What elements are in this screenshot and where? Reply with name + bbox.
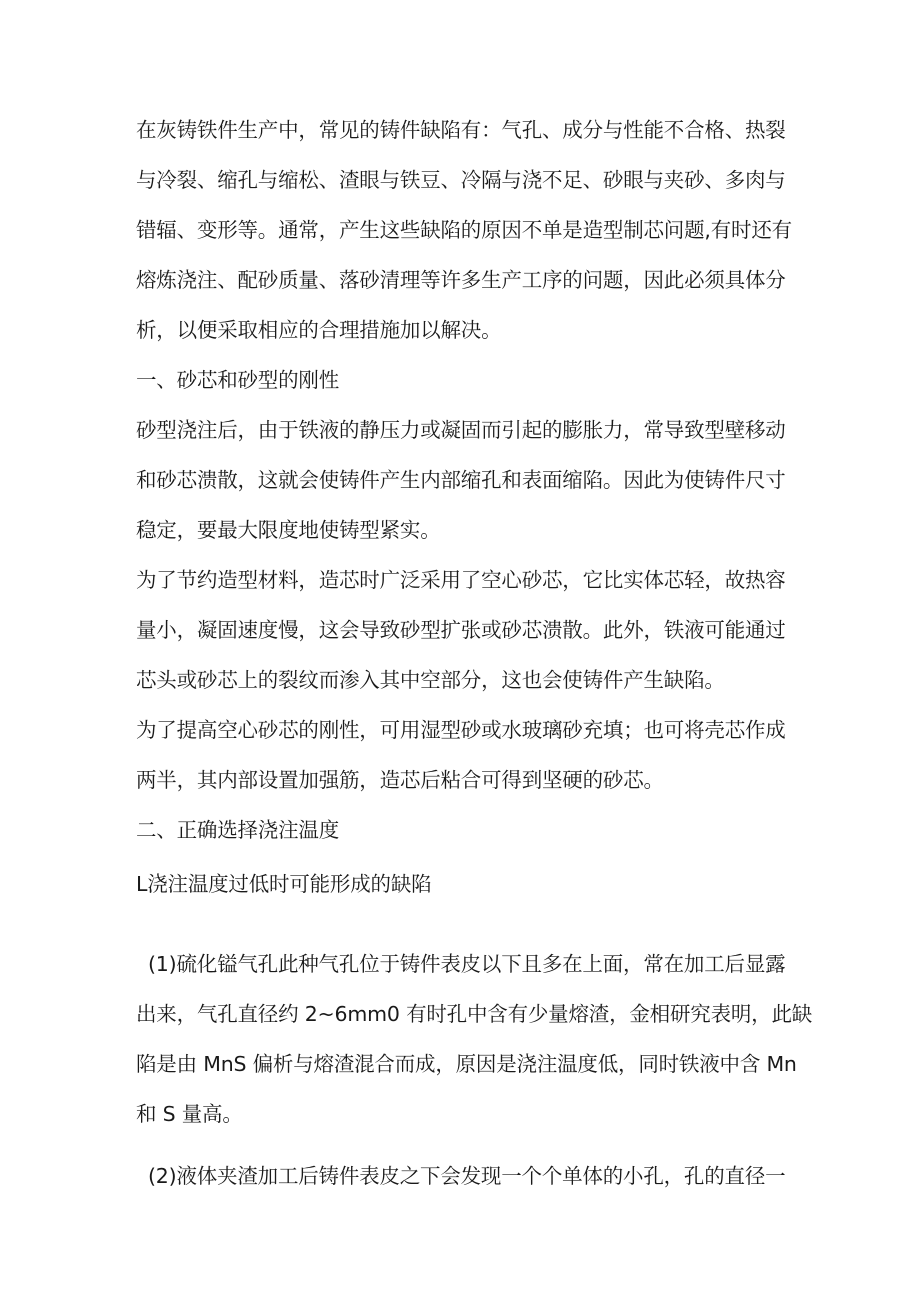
text-line: 为了提高空心砂芯的刚性，可用湿型砂或水玻璃砂充填；也可将壳芯作成: [136, 718, 786, 742]
text-line: 错辐、变形等。通常，产生这些缺陷的原因不单是造型制芯问题,有时还有: [136, 218, 792, 242]
text-line: 在灰铸铁件生产中，常见的铸件缺陷有：气孔、成分与性能不合格、热裂: [136, 118, 786, 142]
text-line: 陷是由 MnS 偏析与熔渣混合而成，原因是浇注温度低，同时铁液中含 Mn: [136, 1052, 797, 1076]
paragraph-intro: [136, 105, 792, 355]
paragraph-rigidity: [136, 405, 786, 555]
paragraph-core-reinforcement: [136, 705, 786, 805]
text-line: 和砂芯溃散，这就会使铸件产生内部缩孔和表面缩陷。因此为使铸件尺寸: [136, 468, 786, 492]
text-line: 与冷裂、缩孔与缩松、渣眼与铁豆、冷隔与浇不足、砂眼与夹砂、多肉与: [136, 168, 786, 192]
text-line: 稳定，要最大限度地使铸型紧实。: [136, 518, 441, 542]
text-line: 和 S 量高。: [136, 1102, 243, 1126]
paragraph-mns-porosity: [136, 939, 813, 1139]
text-line: 量小，凝固速度慢，这会导致砂型扩张或砂芯溃散。此外，铁液可能通过: [136, 618, 786, 642]
text-line: 芯头或砂芯上的裂纹而渗入其中空部分，这也会使铸件产生缺陷。: [136, 668, 725, 692]
text-line: 为了节约造型材料，造芯时广泛采用了空心砂芯，它比实体芯轻，故热容: [136, 568, 786, 592]
text-line: (1)硫化镒气孔此种气孔位于铸件表皮以下且多在上面，常在加工后显露: [148, 952, 786, 976]
text-line: 析，以便采取相应的合理措施加以解决。: [136, 318, 502, 342]
text-line: 熔炼浇注、配砂质量、落砂清理等许多生产工序的问题，因此必须具体分: [136, 268, 786, 292]
subheading-text: L浇注温度过低时可能形成的缺陷: [136, 872, 432, 896]
text-line: (2)液体夹渣加工后铸件表皮之下会发现一个个单体的小孔，孔的直径一: [148, 1164, 786, 1188]
document-body: [136, 105, 813, 1201]
paragraph-hollow-core: [136, 555, 786, 705]
section-heading-1: [136, 355, 786, 405]
paragraph-liquid-slag: [136, 1151, 786, 1201]
heading-text: 二、正确选择浇注温度: [136, 818, 339, 842]
text-line: 两半，其内部设置加强筋，造芯后粘合可得到坚硬的砂芯。: [136, 768, 664, 792]
section-heading-2: [136, 805, 786, 855]
subheading: [136, 859, 786, 909]
heading-text: 一、砂芯和砂型的刚性: [136, 368, 339, 392]
text-line: 出来，气孔直径约 2~6mm0 有时孔中含有少量熔渣，金相研究表明，此缺: [136, 1002, 813, 1026]
text-line: 砂型浇注后，由于铁液的静压力或凝固而引起的膨胀力，常导致型壁移动: [136, 418, 786, 442]
